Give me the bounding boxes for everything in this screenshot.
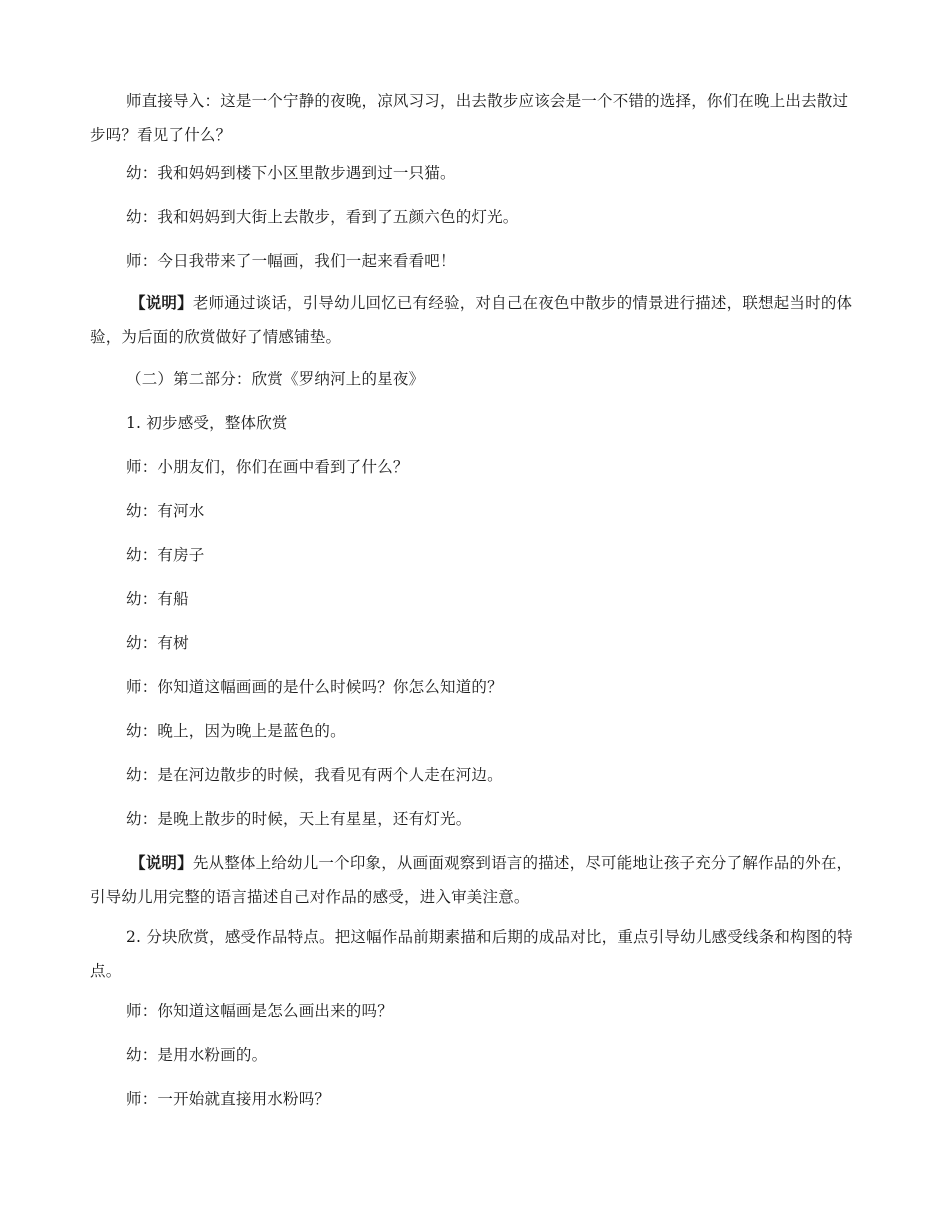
paragraph-teacher-line-4 <box>90 994 862 1028</box>
paragraph-text: 1. 初步感受，整体欣赏 <box>126 414 288 432</box>
paragraph-child-reply-7 <box>90 714 862 748</box>
paragraph-child-reply-8 <box>90 758 862 792</box>
note-label: 【说明】 <box>130 293 193 312</box>
paragraph-text: 幼：我和妈妈到楼下小区里散步遇到过一只猫。 <box>126 164 456 182</box>
paragraph-text: 老师通过谈话，引导幼儿回忆已有经验，对自己在夜色中散步的情景进行描述，联想起当时的体验，为后面的欣赏做好了情感铺垫。 <box>90 294 853 346</box>
paragraph-text: 幼：有船 <box>126 590 189 608</box>
paragraph-text: 幼：晚上，因为晚上是蓝色的。 <box>126 722 346 740</box>
paragraph-text: 先从整体上给幼儿一个印象，从画面观察到语言的描述，尽可能地让孩子充分了解作品的外在，引导幼儿用完整的语言描述自己对作品的感受，进入审美注意。 <box>90 854 853 906</box>
paragraph-text: 师：一开始就直接用水粉吗？ <box>126 1090 331 1108</box>
section-heading-part-two <box>90 362 862 396</box>
paragraph-text: 师：小朋友们，你们在画中看到了什么？ <box>126 458 409 476</box>
paragraph-text: （二）第二部分：欣赏《罗纳河上的星夜》 <box>126 370 425 388</box>
paragraph-teacher-line-3 <box>90 670 862 704</box>
paragraph-text: 幼：是在河边散步的时候，我看见有两个人走在河边。 <box>126 766 503 784</box>
paragraph-child-reply-4 <box>90 538 862 572</box>
paragraph-text: 幼：我和妈妈到大街上去散步，看到了五颜六色的灯光。 <box>126 208 519 226</box>
paragraph-text: 幼：有河水 <box>126 502 205 520</box>
paragraph-child-reply-9 <box>90 802 862 836</box>
subheading-step-1 <box>90 406 862 440</box>
paragraph-text: 2. 分块欣赏，感受作品特点。把这幅作品前期素描和后期的成品对比，重点引导幼儿感受线条和构图的特点。 <box>90 928 853 980</box>
paragraph-teacher-line-1 <box>90 244 862 278</box>
paragraph-text: 师：今日我带来了一幅画，我们一起来看看吧！ <box>126 252 456 270</box>
paragraph-text: 师：你知道这幅画画的是什么时候吗？你怎么知道的？ <box>126 678 503 696</box>
paragraph-child-reply-1 <box>90 156 862 190</box>
paragraph-teacher-line-2 <box>90 450 862 484</box>
paragraph-note-1 <box>90 286 862 354</box>
paragraph-note-2 <box>90 846 862 914</box>
paragraph-child-reply-3 <box>90 494 862 528</box>
paragraph-text: 幼：有房子 <box>126 546 205 564</box>
paragraph-child-reply-10 <box>90 1038 862 1072</box>
paragraph-text: 幼：是用水粉画的。 <box>126 1046 268 1064</box>
paragraph-child-reply-6 <box>90 626 862 660</box>
paragraph-text: 师直接导入：这是一个宁静的夜晚，凉风习习，出去散步应该会是一个不错的选择，你们在晚上出去散过步吗？看见了什么？ <box>90 92 849 144</box>
paragraph-child-reply-2 <box>90 200 862 234</box>
paragraph-text: 师：你知道这幅画是怎么画出来的吗？ <box>126 1002 393 1020</box>
subheading-step-2 <box>90 920 862 988</box>
paragraph-intro <box>90 84 862 152</box>
paragraph-text: 幼：有树 <box>126 634 189 652</box>
paragraph-teacher-line-5 <box>90 1082 862 1116</box>
paragraph-child-reply-5 <box>90 582 862 616</box>
note-label: 【说明】 <box>130 853 193 872</box>
paragraph-text: 幼：是晚上散步的时候，天上有星星，还有灯光。 <box>126 810 472 828</box>
